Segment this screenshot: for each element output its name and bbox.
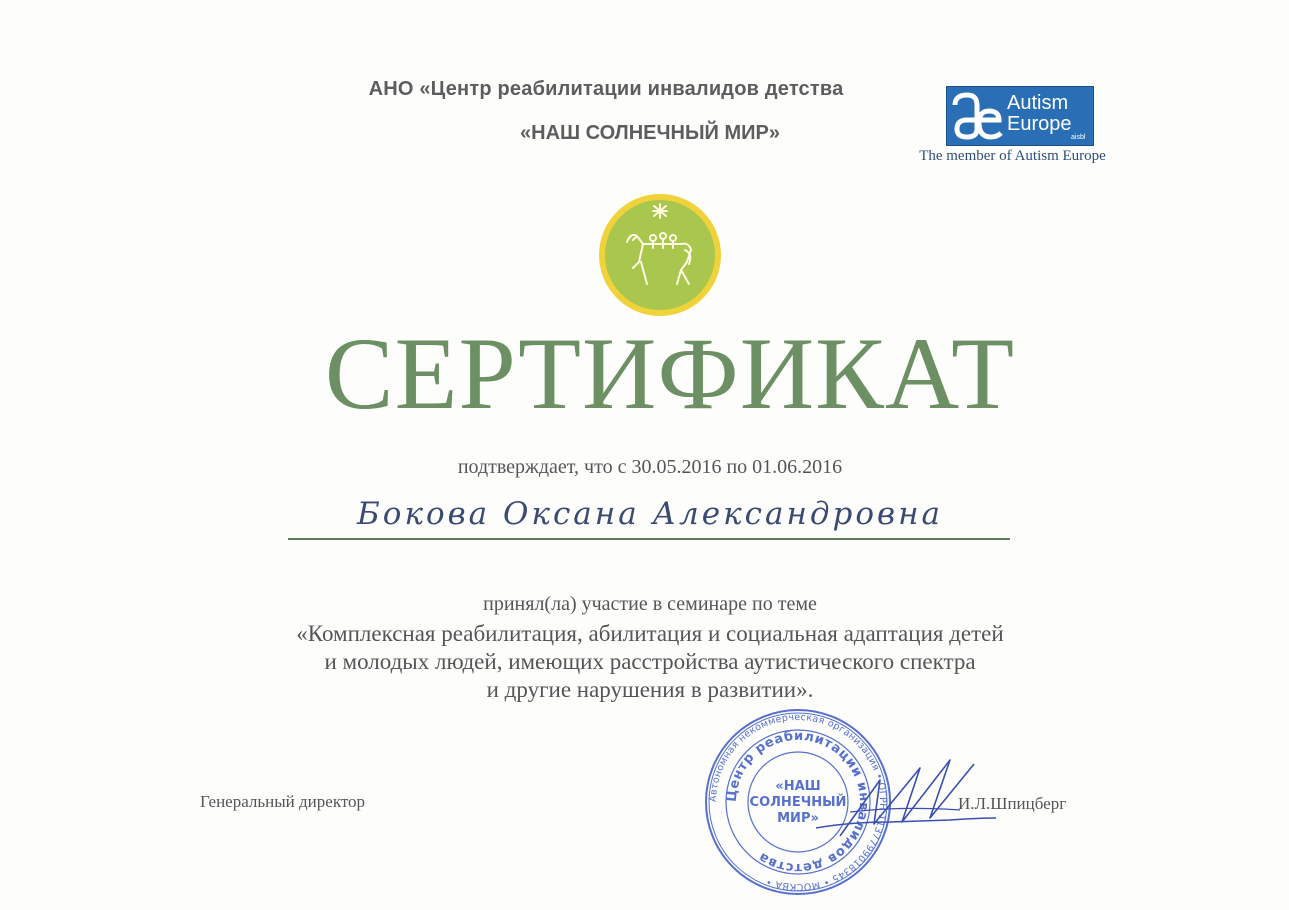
certificate-title: СЕРТИФИКАТ bbox=[324, 317, 1016, 431]
autism-europe-small-text: aisbl bbox=[1071, 134, 1086, 141]
confirmation-dates-text: подтверждает, что с 30.05.2016 по 01.06.2016 bbox=[457, 456, 843, 478]
ae-ligature-icon bbox=[949, 87, 1005, 145]
seminar-topic-line3: и другие нарушения в развитии». bbox=[486, 677, 814, 702]
seminar-topic-line1: «Комплексная реабилитация, абилитация и социальная адаптация детей bbox=[296, 621, 1004, 646]
autism-europe-logo bbox=[946, 86, 1094, 146]
stamp-center-line1: «НАШ bbox=[775, 779, 821, 794]
autism-europe-text-line1: Autism bbox=[1007, 92, 1069, 114]
autism-europe-caption: The member of Autism Europe bbox=[919, 148, 1106, 164]
organization-name-line1: АНО «Центр реабилитации инвалидов детства bbox=[368, 78, 844, 100]
director-signature bbox=[810, 752, 1000, 842]
name-underline bbox=[288, 538, 1010, 540]
autism-europe-text-line2: Europe bbox=[1007, 113, 1072, 135]
organization-name-line2: «НАШ СОЛНЕЧНЫЙ МИР» bbox=[520, 122, 780, 144]
participation-text: принял(ла) участие в семинаре по теме bbox=[483, 593, 817, 615]
stamp-center-line3: МИР» bbox=[777, 811, 819, 826]
seminar-topic-line2: и молодых людей, имеющих расстройства аутистического спектра bbox=[324, 649, 976, 674]
stamp-outer-text: Автономная некоммерческая организация • ОГРН 1137799018345 • МОСКВА • bbox=[707, 711, 889, 893]
director-position: Генеральный директор bbox=[200, 792, 366, 811]
seminar-topic bbox=[140, 620, 1160, 704]
director-name: И.Л.Шпицберг bbox=[958, 794, 1067, 813]
sun-horse-emblem-icon bbox=[597, 192, 723, 318]
stamp-center-line2: СОЛНЕЧНЫЙ bbox=[749, 795, 847, 810]
recipient-name: Бокова Оксана Александровна bbox=[357, 496, 943, 532]
stamp-inner-text: Центр реабилитации инвалидов детства bbox=[724, 728, 872, 876]
